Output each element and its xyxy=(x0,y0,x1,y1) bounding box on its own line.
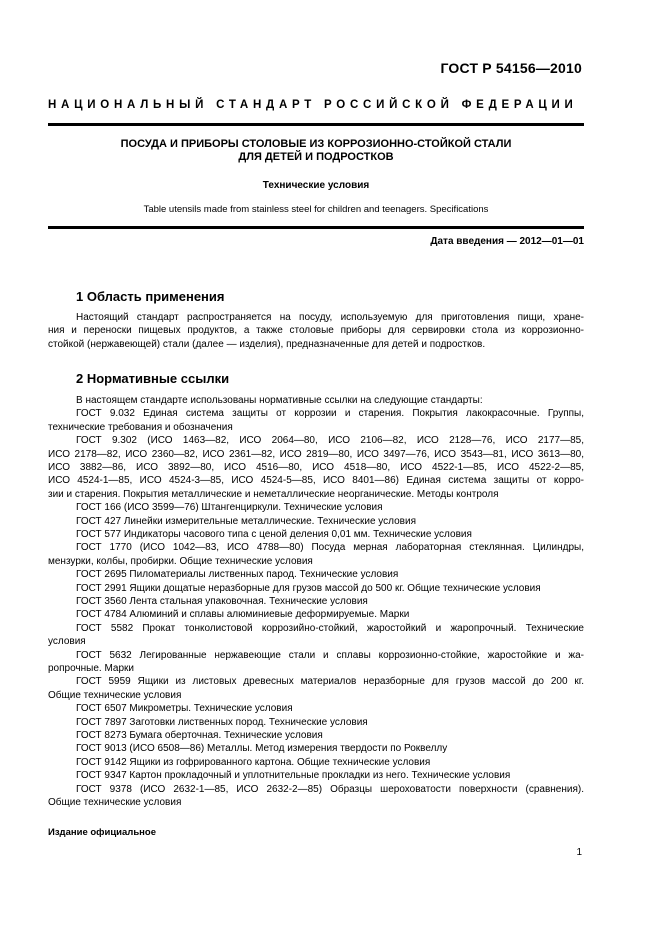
text-line: Общие технические условия xyxy=(48,797,182,809)
text-line: ГОСТ 9.302 (ИСО 1463—82, ИСО 2064—80, ИСО 2106—82, ИСО 2128—76, ИСО 2177—85, xyxy=(76,435,584,447)
section-2-heading: 2 Нормативные ссылки xyxy=(76,371,230,386)
text-line: ГОСТ 6507 Микрометры. Технические условия xyxy=(76,703,293,715)
text-line: мензурки, колбы, пробирки. Общие технические условия xyxy=(48,555,313,567)
text-line: технические требования и обозначения xyxy=(48,421,233,433)
official-edition-note: Издание официальное xyxy=(48,827,156,838)
text-line: В настоящем стандарте использованы нормативные ссылки на следующие стандарты: xyxy=(76,395,483,406)
text-line: ГОСТ 8273 Бумага оберточная. Технические условия xyxy=(76,730,323,742)
national-standard-caption: НАЦИОНАЛЬНЫЙ СТАНДАРТ РОССИЙСКОЙ ФЕДЕРАЦИИ xyxy=(48,99,578,111)
text-line: ГОСТ 427 Линейки измерительные металлические. Технические условия xyxy=(76,515,416,527)
title-line-1: ПОСУДА И ПРИБОРЫ СТОЛОВЫЕ ИЗ КОРРОЗИОННО-СТОЙКОЙ СТАЛИ xyxy=(120,138,512,150)
text-line: ИСО 3882—86, ИСО 3892—80, ИСО 4516—80, ИСО 4518—80, ИСО 4522-1—85, ИСО 4522-2—85, xyxy=(48,461,584,473)
text-line: ГОСТ 166 (ИСО 3599—76) Штангенциркули. Технические условия xyxy=(76,502,383,514)
text-line: Настоящий стандарт распространяется на посуду, используемую для приготовления пищи, хране- xyxy=(76,312,584,323)
text-line: ГОСТ 7897 Заготовки лиственных пород. Технические условия xyxy=(76,716,368,728)
text-line: ГОСТ 9142 Ящики из гофрированного картона. Общие технические условия xyxy=(76,756,431,768)
text-line: стойкой (нержавеющей) стали (далее — изделия), предназначенные для детей и подростков. xyxy=(48,338,486,350)
text-line: ГОСТ 9378 (ИСО 2632-1—85, ИСО 2632-2—85) Образцы шероховатости поверхности (сравнения). xyxy=(76,783,584,795)
text-line: ГОСТ 577 Индикаторы часового типа с ценой деления 0,01 мм. Технические условия xyxy=(76,528,472,540)
section-1-heading: 1 Область применения xyxy=(76,289,225,304)
text-line: ГОСТ 2991 Ящики дощатые неразборные для грузов массой до 500 кг. Общие технические условия xyxy=(76,582,541,594)
text-line: ния и переноски пищевых продуктов, а также столовые приборы для сервировки стола из коррозионно- xyxy=(48,325,584,337)
text-line: ГОСТ 2695 Пиломатериалы лиственных парод. Технические условия xyxy=(76,569,399,581)
introduction-date: Дата введения — 2012—01—01 xyxy=(430,236,584,247)
section-2-text xyxy=(48,394,584,809)
text-line: ГОСТ 9013 (ИСО 6508—86) Металлы. Метод измерения твердости по Роквеллу xyxy=(76,743,448,755)
text-line: ГОСТ 3560 Лента стальная упаковочная. Технические условия xyxy=(76,596,368,607)
text-line: ИСО 2178—82, ИСО 2360—82, ИСО 2361—82, ИСО 2819—80, ИСО 3497—76, ИСО 3543—81, ИСО 3613—80, xyxy=(48,448,584,460)
document-number: ГОСТ Р 54156—2010 xyxy=(440,60,582,76)
text-line: ГОСТ 5959 Ящики из листовых древесных материалов неразборные для грузов массой до 200 кг. xyxy=(76,676,584,688)
text-line: ропрочные. Марки xyxy=(48,663,135,674)
text-line: зии и старения. Покрытия металлические и неметаллические неорганические. Методы контроля xyxy=(48,488,499,500)
text-line: ГОСТ 9347 Картон прокладочный и уплотнительные прокладки из него. Технические условия xyxy=(76,770,511,782)
text-line: ГОСТ 4784 Алюминий и сплавы алюминиевые деформируемые. Марки xyxy=(76,609,410,621)
text-line: ИСО 4524-1—85, ИСО 4524-3—85, ИСО 4524-5—85, ИСО 8401—86) Единая система защиты от корро- xyxy=(48,475,584,487)
page-number: 1 xyxy=(576,847,582,858)
text-line: Общие технические условия xyxy=(48,689,182,701)
top-divider xyxy=(48,123,584,126)
bottom-divider xyxy=(48,226,584,229)
title-block xyxy=(48,138,584,164)
text-line: условия xyxy=(48,636,86,648)
text-line: ГОСТ 1770 (ИСО 1042—83, ИСО 4788—80) Посуда мерная лабораторная стеклянная. Цилиндры, xyxy=(76,542,584,554)
subtitle: Технические условия xyxy=(262,180,370,191)
title-line-2: ДЛЯ ДЕТЕЙ И ПОДРОСТКОВ xyxy=(238,151,394,163)
text-line: ГОСТ 5582 Прокат тонколистовой коррозийно-стойкий, жаростойкий и жаропрочный. Технические xyxy=(76,622,584,634)
text-line: ГОСТ 5632 Легированные нержавеющие стали и сплавы коррозионно-стойкие, жаростойкие и жа- xyxy=(76,649,584,661)
text-line: ГОСТ 9.032 Единая система защиты от коррозии и старения. Покрытия лакокрасочные. Группы, xyxy=(76,408,584,420)
english-title: Table utensils made from stainless steel for children and teenagers. Specifications xyxy=(143,204,489,215)
section-1-text xyxy=(48,311,584,351)
